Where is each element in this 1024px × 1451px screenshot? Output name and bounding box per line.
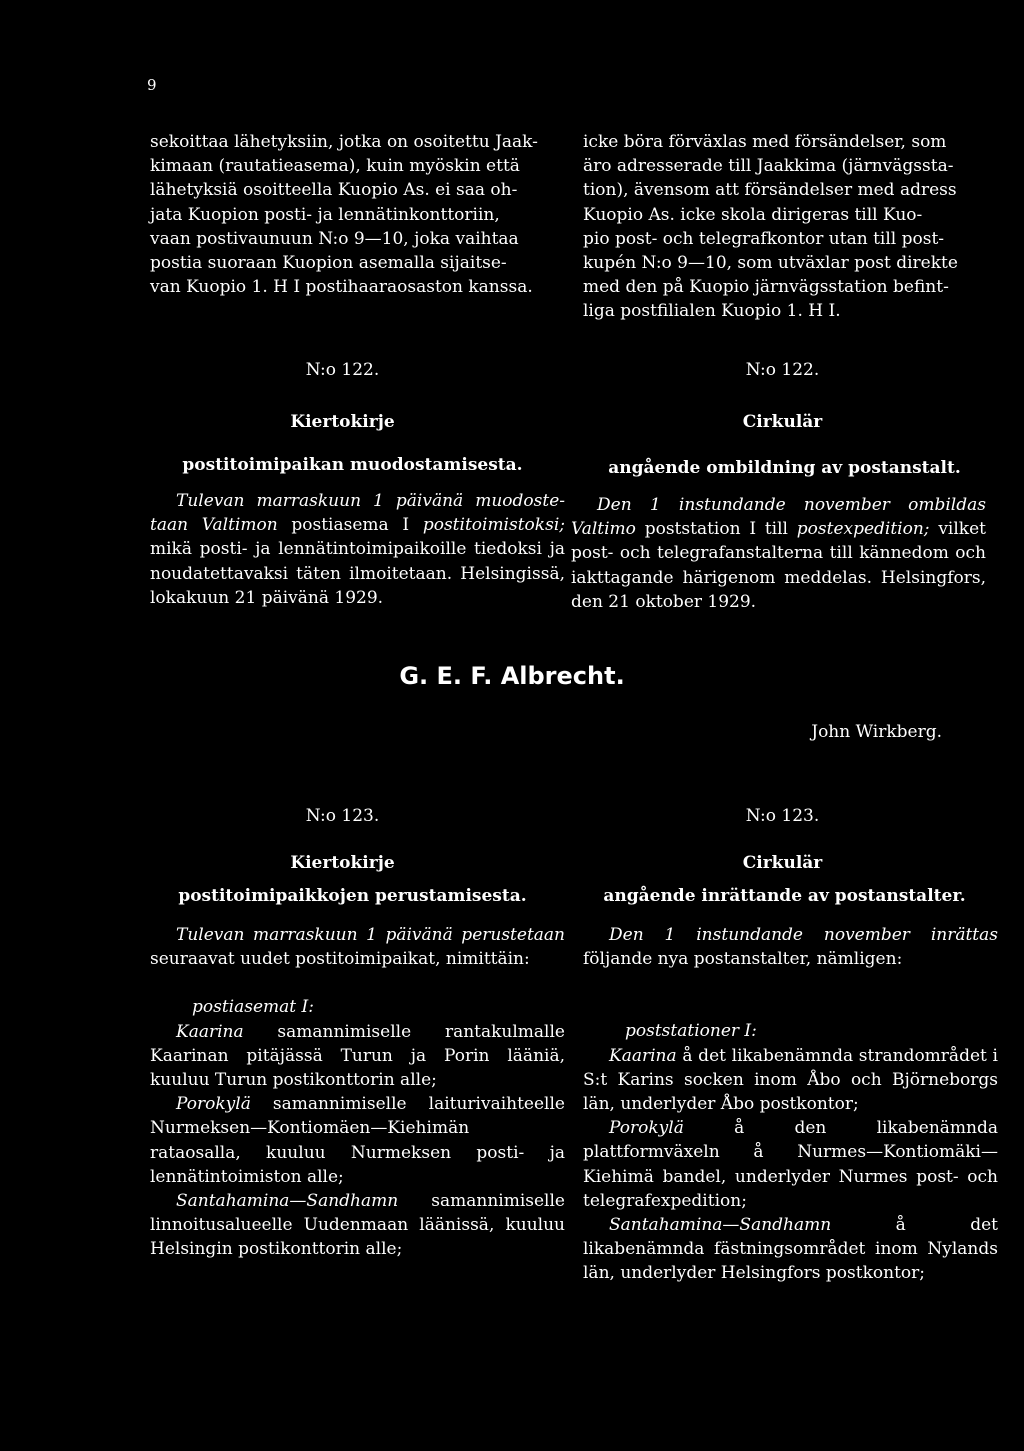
circular-subtitle-sv: angående ombildning av postanstalt.	[608, 458, 961, 478]
italic-text: postexpedition;	[796, 519, 930, 540]
text-line: liga postfilialen Kuopio 1. H I.	[583, 301, 841, 322]
item-name: Kaarina	[609, 1045, 677, 1066]
intro-sv	[583, 130, 998, 324]
list-item	[150, 1020, 565, 1093]
body-paragraph	[150, 489, 565, 610]
italic-text: Tulevan marraskuun 1 päivänä perustetaan	[176, 925, 565, 945]
item-text: å den likabenämnda plattformväxeln å Nurmes—Kontiomäki—Kiehimä bandel, underlyder Nurmes post- och telegrafexpedition;	[583, 1118, 998, 1211]
circular-title-sv: Cirkulär	[742, 412, 823, 432]
italic-text: postitoimistoksi;	[422, 515, 565, 536]
list-item	[583, 1044, 998, 1117]
item-name: Santahamina—Sandhamn	[176, 1191, 399, 1212]
body-text: seuraavat uudet postitoimipaikat, nimittäin:	[150, 949, 530, 970]
category-label	[150, 995, 565, 1019]
italic-text: Tulevan marraskuun 1 päivänä muodoste-taan Valtimon	[150, 491, 565, 536]
list-item	[150, 1189, 565, 1262]
body-paragraph	[583, 923, 998, 971]
circular-body-fi	[150, 489, 565, 610]
list-item	[150, 1092, 565, 1189]
circular-title-fi: Kiertokirje	[290, 853, 395, 873]
item-text: samannimiselle rantakulmalle Kaarinan pitäjässä Turun ja Porin lääniä, kuuluu Turun postikonttorin alle;	[150, 1021, 565, 1091]
body-text: följande nya postanstalter, nämligen:	[583, 949, 903, 970]
circular-title-sv: Cirkulär	[742, 853, 823, 873]
section-number-fi: N:o 122.	[305, 360, 380, 380]
section-number-fi: N:o 123.	[305, 806, 380, 826]
item-text: samannimiselle linnoitusalueelle Uudenmaan läänissä, kuuluu Helsingin postikonttorin alle;	[150, 1191, 565, 1260]
text-line: äro adresserade till Jaakkima (järnvägssta-	[583, 156, 954, 177]
body-paragraph	[571, 493, 986, 614]
text-line: kimaan (rautatieasema), kuin myöskin että	[150, 156, 520, 177]
text-line: postia suoraan Kuopion asemalla sijaitse-	[150, 253, 507, 274]
item-text: å det likabenämnda strandområdet i S:t Karins socken inom Åbo och Björneborgs län, underlyder Åbo postkontor;	[583, 1045, 998, 1115]
list-item	[583, 1116, 998, 1213]
body-paragraph	[150, 923, 565, 971]
text-line: tion), ävensom att försändelser med adress	[583, 180, 957, 201]
circular-subtitle-fi: postitoimipaikkojen perustamisesta.	[178, 886, 527, 906]
body-text: mikä posti- ja lennätintoimipaikoille tiedoksi ja noudatettavaksi täten ilmoitetaan. Helsingissä, lokakuun 21 päivänä 1929.	[150, 539, 565, 608]
text-line: sekoittaa lähetyksiin, jotka on osoitettu Jaak-	[150, 132, 538, 152]
signature-main: G. E. F. Albrecht.	[399, 662, 625, 690]
text-line: lähetyksiä osoitteella Kuopio As. ei saa oh-	[150, 180, 518, 201]
category-label	[583, 1019, 998, 1043]
text-line: med den på Kuopio järnvägsstation befint-	[583, 277, 949, 298]
item-name: Kaarina	[176, 1021, 244, 1042]
item-name: Santahamina—Sandhamn	[609, 1215, 832, 1236]
italic-text: postiasemat I:	[192, 997, 314, 1018]
text-line: pio post- och telegrafkontor utan till post-	[583, 228, 945, 249]
page-number: 9	[147, 76, 157, 94]
text-line: vaan postivaunuun N:o 9—10, joka vaihtaa	[150, 228, 519, 249]
section-number-sv: N:o 123.	[745, 806, 820, 826]
circular-subtitle-sv: angående inrättande av postanstalter.	[603, 886, 966, 906]
body-text: poststation I till	[635, 519, 797, 540]
text-line: van Kuopio 1. H I postihaaraosaston kanssa.	[150, 277, 533, 298]
text-line: jata Kuopion posti- ja lennätinkonttoriin,	[150, 204, 500, 225]
circular-subtitle-fi: postitoimipaikan muodostamisesta.	[182, 455, 523, 475]
circular-body-sv	[571, 493, 986, 614]
italic-text: Den 1 instundande november ombildas Valtimo	[571, 495, 986, 540]
intro-fi	[150, 130, 565, 299]
item-name: Porokylä	[609, 1118, 684, 1139]
body-text: vilket post- och telegrafanstalterna till kännedom och iakttagande härigenom meddelas. Helsingfors, den 21 oktober 1929.	[571, 519, 986, 612]
circular-body-fi	[150, 923, 565, 1262]
circular-body-sv	[583, 923, 998, 1286]
item-name: Porokylä	[176, 1094, 251, 1115]
italic-text: Den 1 instundande november inrättas	[609, 925, 998, 945]
italic-text: poststationer I:	[625, 1021, 757, 1042]
item-text: samannimiselle laiturivaihteelle Nurmeksen—Kontiomäen—Kiehimän rataosalla, kuuluu Nurmeksen posti- ja lennätintoimiston alle;	[150, 1094, 565, 1187]
text-line: Kuopio As. icke skola dirigeras till Kuo-	[583, 204, 923, 225]
body-text: postiasema I	[277, 515, 423, 536]
section-number-sv: N:o 122.	[745, 360, 820, 380]
text-line: kupén N:o 9—10, som utväxlar post direkte	[583, 253, 958, 274]
signature-secondary: John Wirkberg.	[811, 722, 942, 742]
text-line: icke böra förväxlas med försändelser, som	[583, 132, 947, 152]
list-item	[583, 1213, 998, 1286]
circular-title-fi: Kiertokirje	[290, 412, 395, 432]
item-text: å det likabenämnda fästningsområdet inom Nylands län, underlyder Helsingfors postkontor;	[583, 1215, 998, 1284]
